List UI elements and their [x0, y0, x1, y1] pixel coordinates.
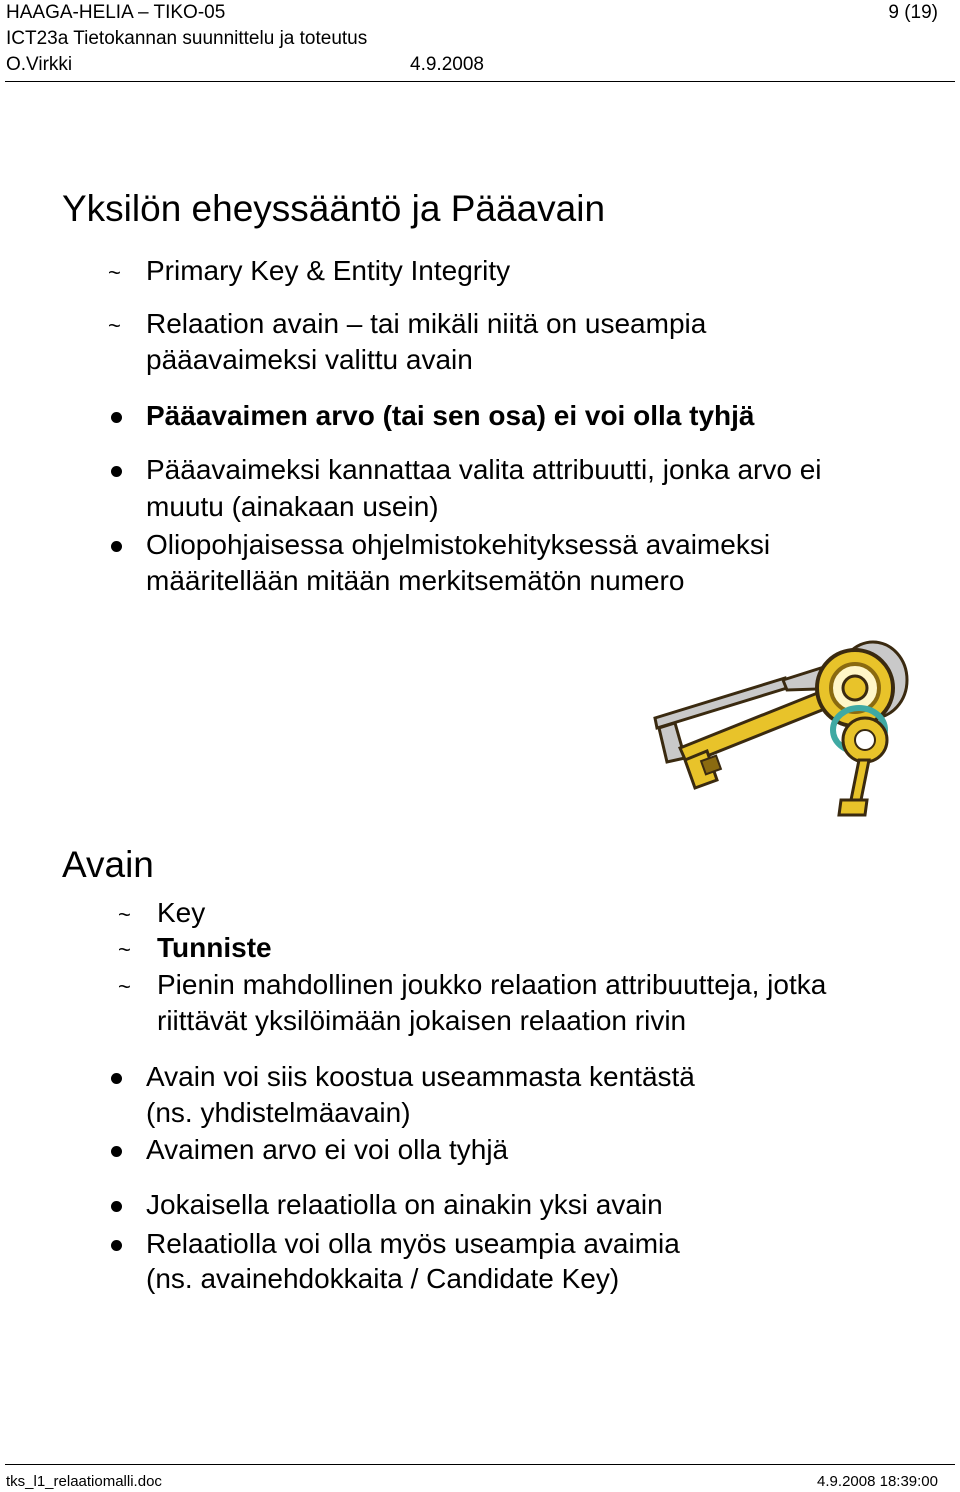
bullet-icon: [111, 1201, 122, 1212]
tilde-marker: ~: [108, 313, 121, 338]
list-item-text: Avain voi siis koostua useammasta kentästä: [146, 1061, 695, 1092]
bullet-icon: [111, 1073, 122, 1084]
list-item-text: Tunniste: [157, 932, 272, 963]
list-item-text: Pääavaimeksi kannattaa valita attribuutti, jonka arvo ei: [146, 454, 822, 485]
header-course-name: ICT23a Tietokannan suunnittelu ja toteutus: [6, 28, 368, 49]
header-course-title: HAAGA-HELIA – TIKO-05: [6, 2, 226, 23]
header-divider: [5, 81, 955, 82]
list-item-text: (ns. avainehdokkaita / Candidate Key): [146, 1263, 620, 1294]
header-page-number: 9 (19): [888, 2, 938, 23]
tilde-marker: ~: [118, 937, 131, 962]
list-item-text: riittävät yksilöimään jokaisen relaation rivin: [157, 1005, 687, 1036]
list-item-text: Avaimen arvo ei voi olla tyhjä: [146, 1134, 509, 1165]
header-date: 4.9.2008: [410, 54, 484, 75]
list-item-text: Key: [157, 897, 206, 928]
bullet-icon: [111, 1240, 122, 1251]
tilde-marker: ~: [118, 974, 131, 999]
list-item-text: Pienin mahdollinen joukko relaation attribuutteja, jotka: [157, 969, 827, 1000]
list-item-text: Primary Key & Entity Integrity: [146, 255, 511, 286]
small-key-icon: [839, 718, 887, 815]
list-item-text: Relaation avain – tai mikäli niitä on useampia: [146, 308, 707, 339]
list-item-text: Jokaisella relaatiolla on ainakin yksi avain: [146, 1189, 663, 1220]
footer-datetime: 4.9.2008 18:39:00: [817, 1473, 938, 1490]
footer-divider: [5, 1464, 955, 1465]
list-item-text: (ns. yhdistelmäavain): [146, 1097, 411, 1128]
list-item-text: muutu (ainakaan usein): [146, 491, 439, 522]
bullet-icon: [111, 466, 122, 477]
bullet-icon: [111, 412, 122, 423]
list-item-text: pääavaimeksi valittu avain: [146, 344, 473, 375]
bullet-icon: [111, 541, 122, 552]
bullet-icon: [111, 1146, 122, 1157]
keys-clipart: [645, 630, 910, 825]
list-item-text: Relaatiolla voi olla myös useampia avaimia: [146, 1228, 680, 1259]
section-title-primary-key: Yksilön eheyssääntö ja Pääavain: [62, 188, 606, 229]
list-item-text: määritellään mitään merkitsemätön numero: [146, 565, 685, 596]
list-item-text: Oliopohjaisessa ohjelmistokehityksessä avaimeksi: [146, 529, 771, 560]
list-item-text: Pääavaimen arvo (tai sen osa) ei voi olla tyhjä: [146, 400, 755, 431]
header-author: O.Virkki: [6, 54, 73, 75]
section-title-key: Avain: [62, 844, 154, 885]
tilde-marker: ~: [118, 902, 131, 927]
tilde-marker: ~: [108, 260, 121, 285]
footer-filename: tks_l1_relaatiomalli.doc: [6, 1473, 162, 1490]
